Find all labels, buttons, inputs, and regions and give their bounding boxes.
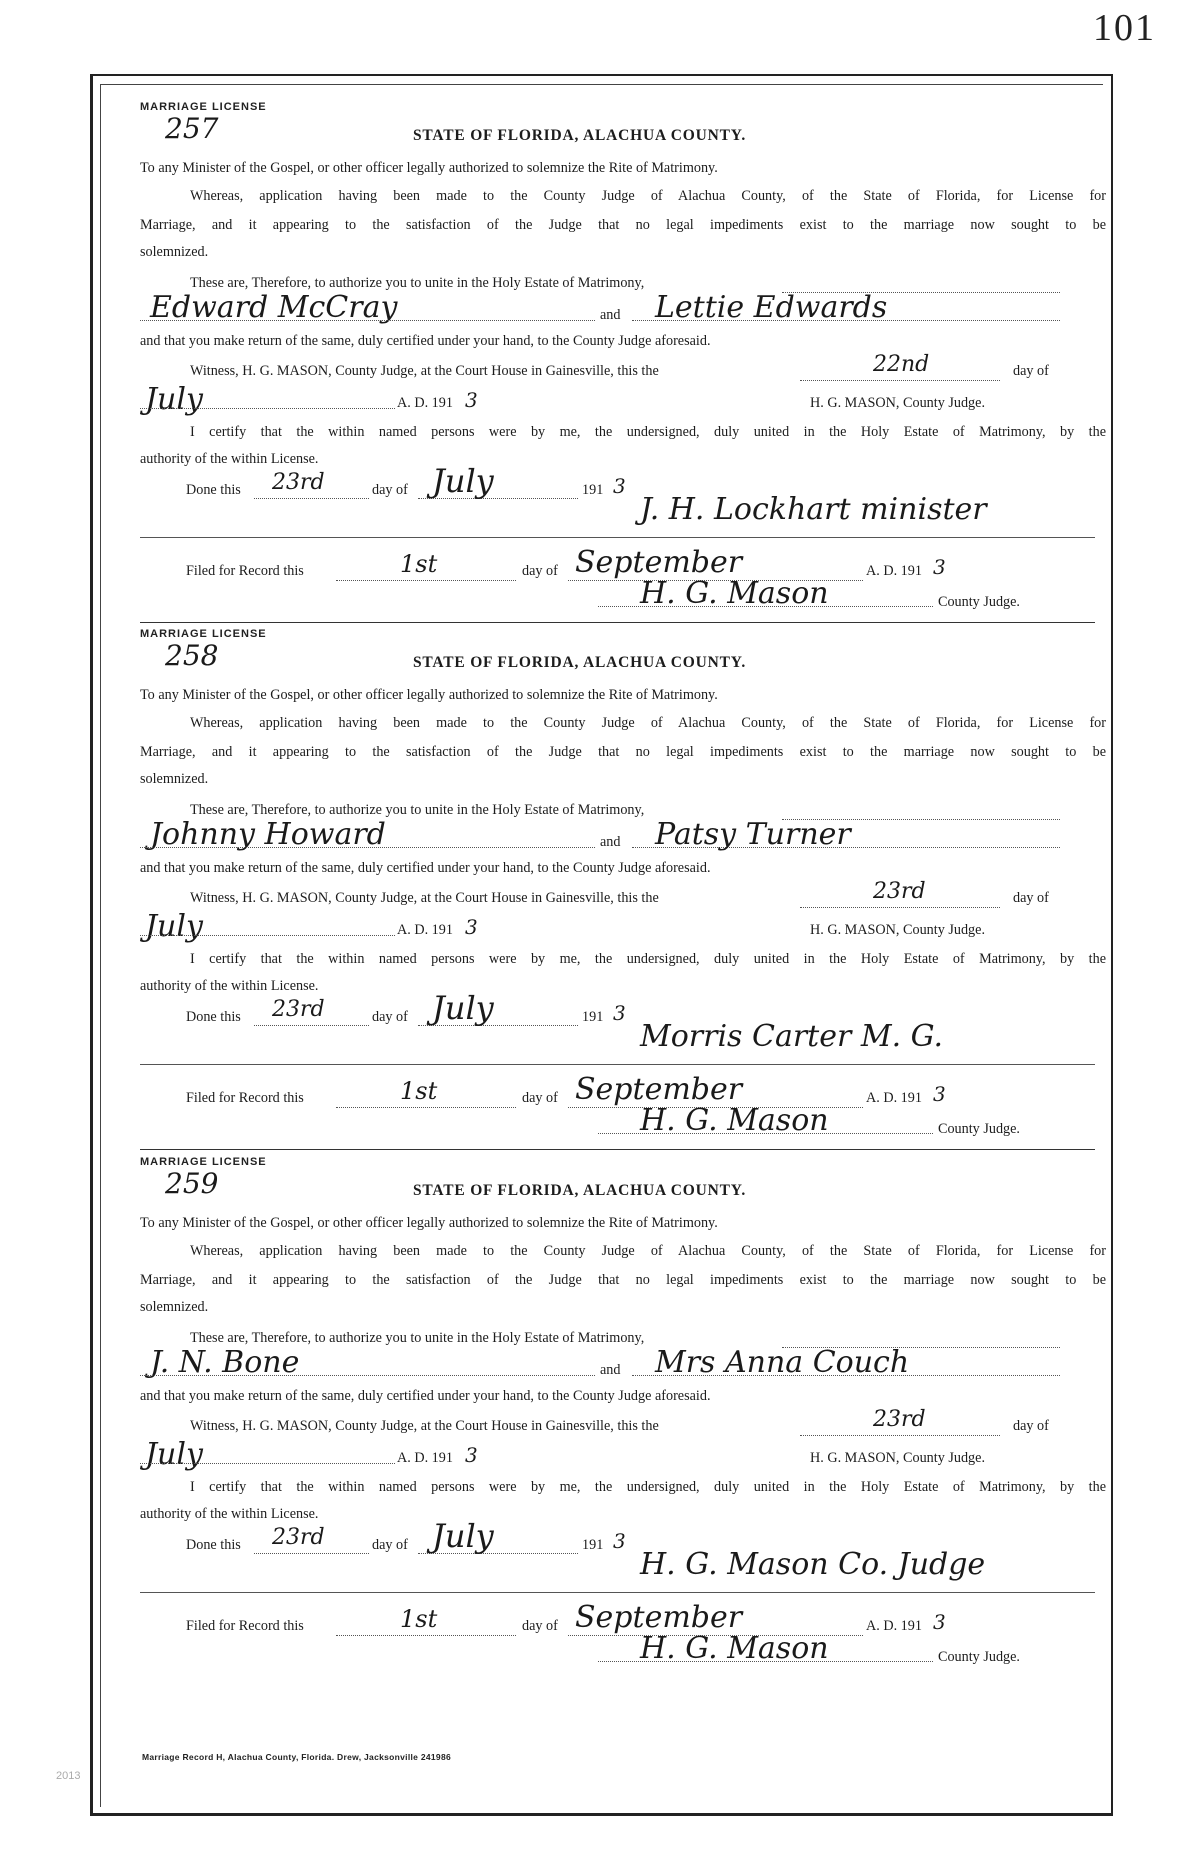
license-label: MARRIAGE LICENSE [140, 628, 267, 640]
authorize-line: These are, Therefore, to authorize you to unite in the Holy Estate of Matrimony, [190, 1330, 645, 1346]
certify-divider [140, 1592, 1095, 1593]
ad-label: A. D. 191 [397, 922, 453, 938]
license-number: 258 [165, 639, 219, 672]
county-judge-label: County Judge. [938, 1121, 1020, 1137]
groom-name: J. N. Bone [150, 1345, 300, 1380]
license-year-digit: 3 [465, 388, 478, 412]
judge-signature-line: H. G. MASON, County Judge. [810, 395, 985, 411]
witness-month: July [145, 1437, 203, 1472]
filed-day: 1st [400, 1605, 438, 1633]
witness-day-of-label: day of [1013, 890, 1049, 906]
filed-label: Filed for Record this [186, 1090, 304, 1106]
whereas-line-3: solemnized. [140, 1299, 209, 1315]
whereas-line-3: solemnized. [140, 244, 209, 260]
done-month: July [432, 1517, 494, 1555]
groom-fill-line [140, 306, 595, 321]
section-divider [140, 622, 1095, 623]
filed-day-of-label: day of [522, 1090, 558, 1106]
authorize-line: These are, Therefore, to authorize you to unite in the Holy Estate of Matrimony, [190, 802, 645, 818]
bride-name: Patsy Turner [655, 817, 851, 852]
and-label: and [600, 834, 621, 850]
done-this-label: Done this [186, 482, 241, 498]
done-day: 23rd [272, 470, 325, 495]
certify-line-1: I certify that the within named persons were by me, the undersigned, duly united in the Holy Estate of Matrimony, by the [190, 951, 1106, 967]
filed-by-signature: H. G. Mason [640, 1103, 829, 1138]
done-year-prefix: 191 [582, 482, 604, 498]
return-line: and that you make return of the same, duly certified under your hand, to the County Judge aforesaid. [140, 860, 711, 876]
filed-ad-label: A. D. 191 [866, 1618, 922, 1634]
whereas-line-3: solemnized. [140, 771, 209, 787]
filed-ad-label: A. D. 191 [866, 1090, 922, 1106]
license-number: 259 [165, 1167, 219, 1200]
filed-year-digit: 3 [933, 1082, 946, 1106]
done-month: July [432, 989, 494, 1027]
filed-label: Filed for Record this [186, 1618, 304, 1634]
license-number: 257 [165, 112, 219, 145]
section-divider [140, 1149, 1095, 1150]
witness-month-fill-line [140, 921, 395, 936]
ad-label: A. D. 191 [397, 395, 453, 411]
witness-day: 23rd [873, 879, 926, 904]
officiant-signature: J. H. Lockhart minister [640, 492, 987, 527]
witness-day: 23rd [873, 1407, 926, 1432]
judge-signature-line: H. G. MASON, County Judge. [810, 922, 985, 938]
groom-name: Johnny Howard [150, 817, 386, 852]
groom-fill-line [140, 833, 595, 848]
form-heading: STATE OF FLORIDA, ALACHUA COUNTY. [413, 654, 747, 671]
officiant-signature: H. G. Mason Co. Judge [640, 1547, 986, 1582]
authorize-line: These are, Therefore, to authorize you to unite in the Holy Estate of Matrimony, [190, 275, 645, 291]
done-day-of-label: day of [372, 1009, 408, 1025]
witness-day-of-label: day of [1013, 1418, 1049, 1434]
license-label: MARRIAGE LICENSE [140, 1156, 267, 1168]
done-month: July [432, 462, 494, 500]
groom-fill-line [140, 1361, 595, 1376]
done-this-label: Done this [186, 1537, 241, 1553]
filed-day-of-label: day of [522, 1618, 558, 1634]
certify-line-1: I certify that the within named persons were by me, the undersigned, duly united in the Holy Estate of Matrimony, by the [190, 424, 1106, 440]
bride-name: Lettie Edwards [655, 290, 888, 325]
form-heading: STATE OF FLORIDA, ALACHUA COUNTY. [413, 127, 747, 144]
done-year-prefix: 191 [582, 1537, 604, 1553]
return-line: and that you make return of the same, duly certified under your hand, to the County Judge aforesaid. [140, 1388, 711, 1404]
filed-by-signature: H. G. Mason [640, 576, 829, 611]
done-day-of-label: day of [372, 1537, 408, 1553]
filed-month: September [575, 1072, 743, 1107]
witness-line: Witness, H. G. MASON, County Judge, at the Court House in Gainesville, this the [190, 363, 659, 379]
groom-name: Edward McCray [150, 290, 398, 325]
certify-line-2: authority of the within License. [140, 978, 319, 994]
done-year-digit: 3 [613, 474, 626, 498]
done-year-prefix: 191 [582, 1009, 604, 1025]
filed-by-signature: H. G. Mason [640, 1631, 829, 1666]
witness-line: Witness, H. G. MASON, County Judge, at the Court House in Gainesville, this the [190, 890, 659, 906]
judge-signature-line: H. G. MASON, County Judge. [810, 1450, 985, 1466]
filed-month: September [575, 1600, 743, 1635]
filed-day: 1st [400, 550, 438, 578]
filed-label: Filed for Record this [186, 563, 304, 579]
ad-label: A. D. 191 [397, 1450, 453, 1466]
certify-divider [140, 537, 1095, 538]
county-judge-label: County Judge. [938, 1649, 1020, 1665]
license-label: MARRIAGE LICENSE [140, 101, 267, 113]
done-day-of-label: day of [372, 482, 408, 498]
scan-stamp: 2013 [56, 1770, 81, 1782]
filed-day: 1st [400, 1077, 438, 1105]
certify-line-2: authority of the within License. [140, 451, 319, 467]
whereas-line-2: Marriage, and it appearing to the satisfaction of the Judge that no legal impediments exist to the marriage now sought to be [140, 1272, 1106, 1288]
witness-month: July [145, 909, 203, 944]
whereas-line-2: Marriage, and it appearing to the satisfaction of the Judge that no legal impediments exist to the marriage now sought to be [140, 744, 1106, 760]
filed-ad-label: A. D. 191 [866, 563, 922, 579]
filed-year-digit: 3 [933, 555, 946, 579]
record-footer: Marriage Record H, Alachua County, Florida. Drew, Jacksonville 241986 [142, 1752, 452, 1762]
license-year-digit: 3 [465, 1443, 478, 1467]
whereas-line-2: Marriage, and it appearing to the satisfaction of the Judge that no legal impediments exist to the marriage now sought to be [140, 217, 1106, 233]
filed-month: September [575, 545, 743, 580]
done-year-digit: 3 [613, 1001, 626, 1025]
certify-divider [140, 1064, 1095, 1065]
page-number: 101 [1093, 7, 1156, 49]
whereas-line-1: Whereas, application having been made to the County Judge of Alachua County, of the State of Florida, for License for [190, 1243, 1106, 1259]
done-day: 23rd [272, 1525, 325, 1550]
done-day: 23rd [272, 997, 325, 1022]
whereas-line-1: Whereas, application having been made to the County Judge of Alachua County, of the State of Florida, for License for [190, 715, 1106, 731]
whereas-line-1: Whereas, application having been made to the County Judge of Alachua County, of the State of Florida, for License for [190, 188, 1106, 204]
county-judge-label: County Judge. [938, 594, 1020, 610]
done-year-digit: 3 [613, 1529, 626, 1553]
bride-name: Mrs Anna Couch [655, 1345, 910, 1380]
address-line: To any Minister of the Gospel, or other officer legally authorized to solemnize the Rite of Matrimony. [140, 687, 718, 703]
address-line: To any Minister of the Gospel, or other officer legally authorized to solemnize the Rite of Matrimony. [140, 1215, 718, 1231]
certify-line-1: I certify that the within named persons were by me, the undersigned, duly united in the Holy Estate of Matrimony, by the [190, 1479, 1106, 1495]
and-label: and [600, 307, 621, 323]
address-line: To any Minister of the Gospel, or other officer legally authorized to solemnize the Rite of Matrimony. [140, 160, 718, 176]
officiant-signature: Morris Carter M. G. [640, 1019, 944, 1054]
license-year-digit: 3 [465, 915, 478, 939]
return-line: and that you make return of the same, duly certified under your hand, to the County Judge aforesaid. [140, 333, 711, 349]
witness-month-fill-line [140, 1449, 395, 1464]
witness-month: July [145, 382, 203, 417]
witness-day-of-label: day of [1013, 363, 1049, 379]
witness-day: 22nd [873, 352, 930, 377]
witness-line: Witness, H. G. MASON, County Judge, at the Court House in Gainesville, this the [190, 1418, 659, 1434]
filed-day-of-label: day of [522, 563, 558, 579]
witness-month-fill-line [140, 394, 395, 409]
certify-line-2: authority of the within License. [140, 1506, 319, 1522]
done-this-label: Done this [186, 1009, 241, 1025]
form-heading: STATE OF FLORIDA, ALACHUA COUNTY. [413, 1182, 747, 1199]
filed-year-digit: 3 [933, 1610, 946, 1634]
and-label: and [600, 1362, 621, 1378]
